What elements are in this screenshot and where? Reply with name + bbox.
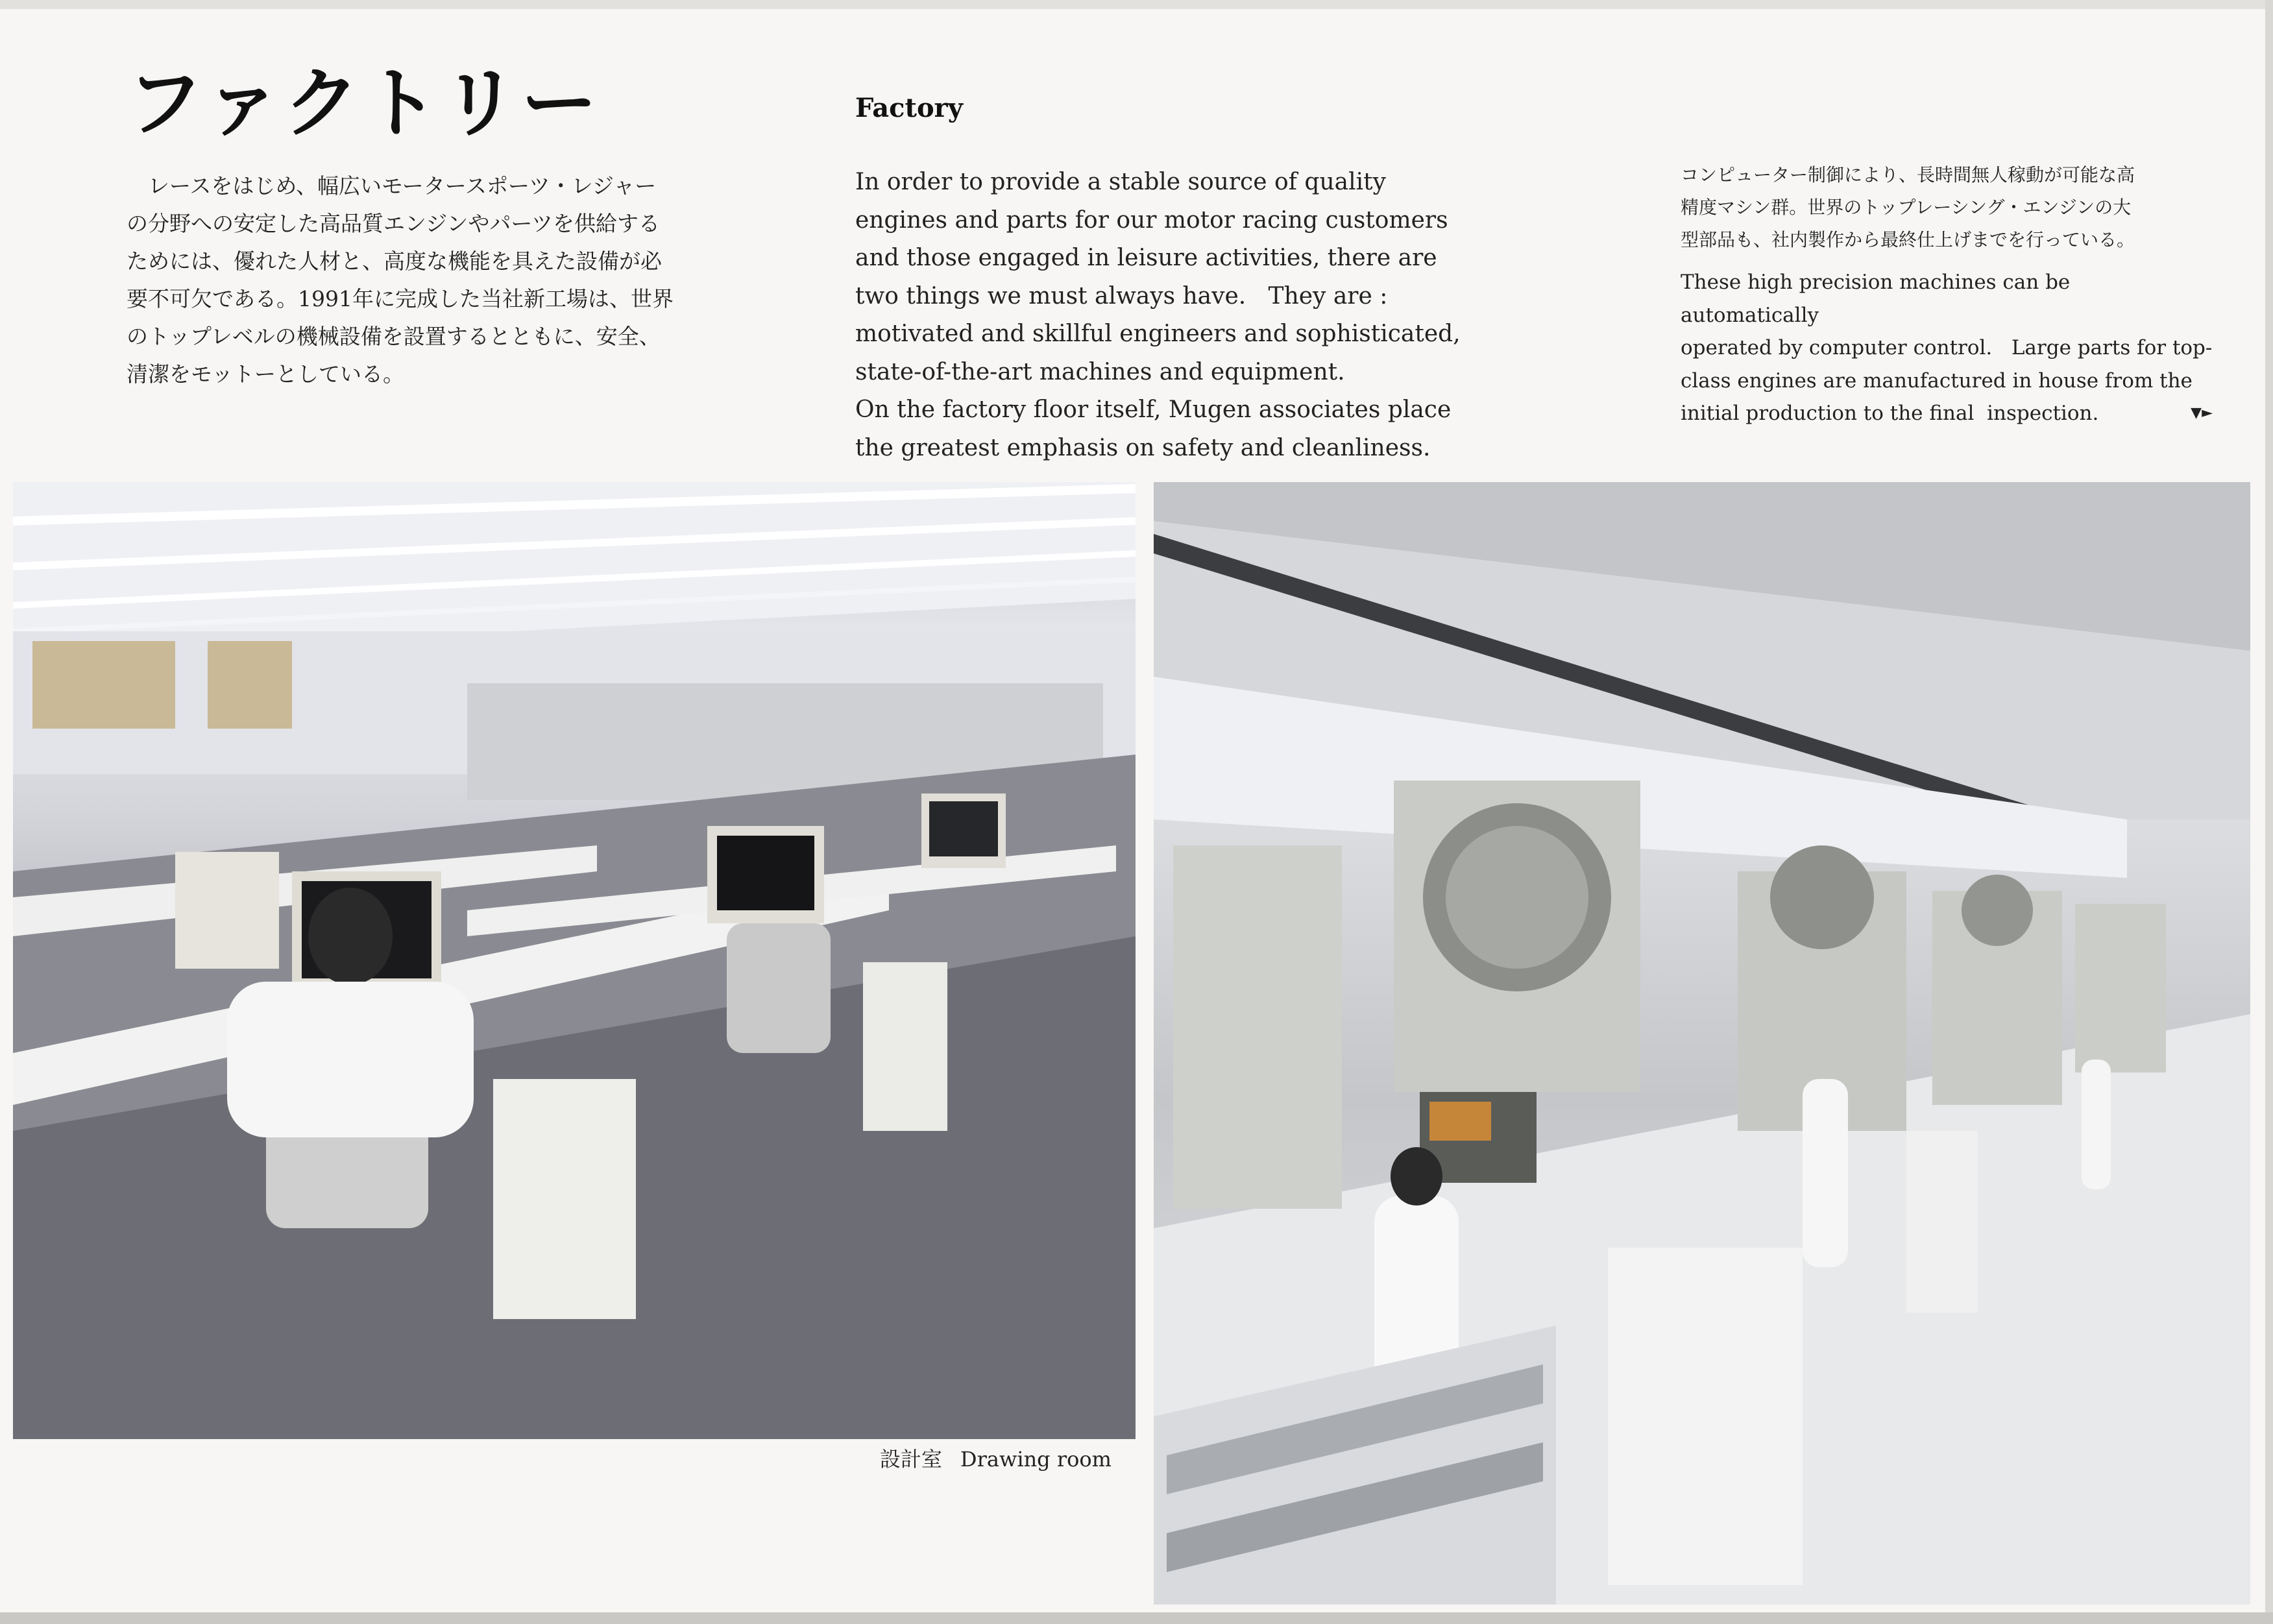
text-line: These high precision machines can be automatically	[1681, 271, 2071, 327]
page-title-japanese: ファクトリー	[127, 58, 600, 148]
text-line: state-of-the-art machines and equipment.	[855, 358, 1345, 385]
text-line: two things we must always have. They are :	[855, 282, 1388, 309]
page-edge	[2265, 0, 2273, 1624]
text-line: motivated and skillful engineers and sophisticated,	[855, 321, 1461, 347]
text-line: レースをはじめ、幅広いモータースポーツ・レジャー	[127, 173, 657, 199]
text-line: class engines are manufactured in house from the	[1681, 369, 2193, 393]
next-page-arrows-icon: ▼►	[2191, 405, 2213, 421]
caption-japanese: 設計室	[879, 1447, 942, 1472]
text-line: ためには、優れた人材と、高度な機能を具えた設備が必	[127, 248, 662, 274]
text-line: 型部品も、社内製作から最終仕上げまでを行っている。	[1681, 229, 2135, 250]
text-line: On the factory floor itself, Mugen associates place	[855, 396, 1452, 423]
text-line	[1681, 397, 2213, 430]
machine-shop-illustration	[1154, 482, 2250, 1605]
caption-english: Drawing room	[960, 1447, 1112, 1472]
drawing-room-caption	[880, 1443, 1112, 1473]
text-line-content: initial production to the final inspection.	[1681, 402, 2099, 425]
drawing-room-illustration	[13, 482, 1136, 1439]
machines-caption-english	[1681, 266, 2213, 430]
text-line: の分野への安定した高品質エンジンやパーツを供給する	[127, 211, 661, 236]
text-line: 清潔をモットーとしている。	[127, 361, 405, 387]
text-line: 要不可欠である。1991年に完成した当社新工場は、世界	[127, 286, 674, 311]
page-edge	[0, 0, 2273, 9]
text-line: and those engaged in leisure activities, there are	[855, 245, 1437, 271]
text-line: operated by computer control. Large parts for top-	[1681, 336, 2213, 359]
text-line: engines and parts for our motor racing customers	[855, 206, 1448, 234]
machine-shop-photo	[1154, 482, 2250, 1605]
japanese-intro-text	[127, 167, 749, 393]
section-heading-english: Factory	[855, 93, 963, 123]
text-line: コンピューター制御により、長時間無人稼動が可能な高	[1681, 164, 2135, 186]
text-line: the greatest emphasis on safety and cleanliness.	[855, 434, 1431, 461]
page-edge	[0, 1612, 2273, 1624]
text-line: 精度マシン群。世界のトップレーシング・エンジンの大	[1681, 197, 2132, 218]
machines-caption-japanese	[1681, 159, 2213, 256]
english-intro-text	[855, 164, 1511, 467]
drawing-room-photo	[13, 482, 1136, 1439]
text-line: In order to provide a stable source of quality	[855, 169, 1386, 195]
text-line: のトップレベルの機械設備を設置するとともに、安全、	[127, 324, 661, 349]
